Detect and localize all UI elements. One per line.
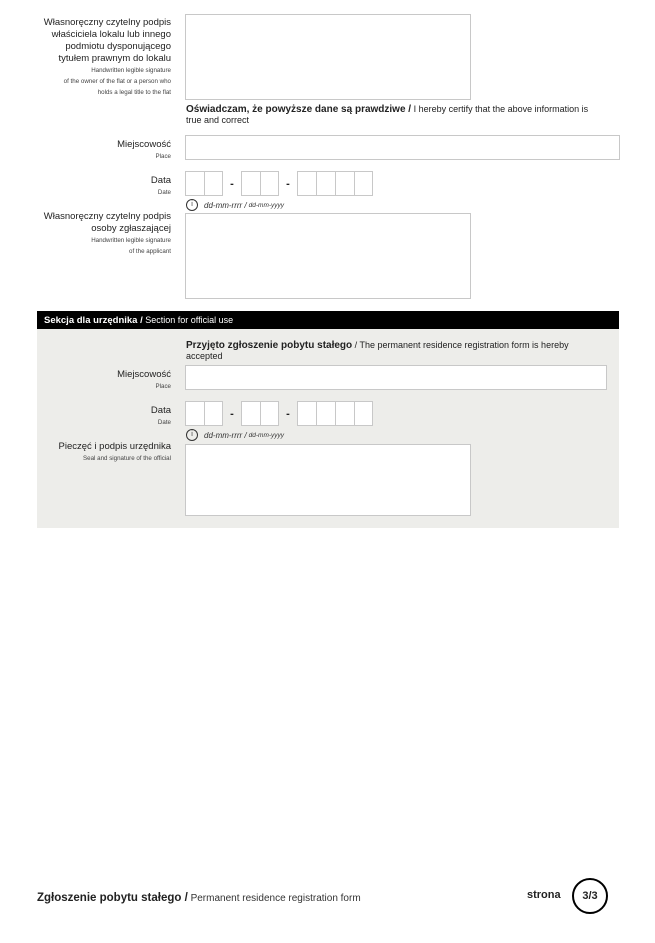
official-date-input <box>185 401 373 426</box>
official-date-year <box>297 401 373 426</box>
certify-bold: Oświadczam, że powyższe dane są prawdziwe / <box>186 104 412 115</box>
digit-cell[interactable] <box>185 401 204 426</box>
digit-cell[interactable] <box>316 401 335 426</box>
applicant-date-en: Date <box>157 189 171 196</box>
info-icon: i <box>186 429 198 441</box>
digit-cell[interactable] <box>335 171 354 196</box>
applicant-date-month <box>241 171 279 196</box>
applicant-date-year <box>297 171 373 196</box>
digit-cell[interactable] <box>354 171 373 196</box>
date-hint-pl: dd-mm-rrrr / <box>204 430 247 440</box>
digit-cell[interactable] <box>260 171 279 196</box>
footer-title-en: Permanent residence registration form <box>187 893 361 904</box>
digit-cell[interactable] <box>204 401 223 426</box>
applicant-place-en: Place <box>155 153 171 160</box>
digit-cell[interactable] <box>241 401 260 426</box>
date-separator: - <box>230 177 234 190</box>
digit-cell[interactable] <box>260 401 279 426</box>
applicant-date-label <box>151 175 171 198</box>
digit-cell[interactable] <box>185 171 204 196</box>
footer-title-pl: Zgłoszenie pobytu stałego / <box>37 892 188 904</box>
official-section-header <box>37 311 619 329</box>
official-date-en: Date <box>157 419 171 426</box>
accepted-en: / The permanent residence registration form is hereby accepted <box>186 340 569 361</box>
date-hint-en: dd-mm-yyyy <box>248 201 285 209</box>
digit-cell[interactable] <box>297 171 316 196</box>
official-date-pl: Data <box>150 405 171 416</box>
owner-signature-field[interactable] <box>185 14 471 100</box>
official-title-en: Section for official use <box>142 315 234 325</box>
applicant-place-input[interactable] <box>185 135 620 160</box>
official-date-month <box>241 401 279 426</box>
owner-signature-label-en-3: holds a legal title to the flat <box>97 89 171 96</box>
owner-signature-label-en-2: of the owner of the flat or a person who <box>63 78 171 85</box>
official-date-label <box>151 405 171 428</box>
applicant-date-pl: Data <box>150 175 171 186</box>
owner-signature-label-pl-3: podmiotu dysponującego <box>65 41 171 52</box>
applicant-signature-pl-2: osoby zgłaszającej <box>91 223 171 234</box>
official-date-hint <box>186 429 284 441</box>
digit-cell[interactable] <box>335 401 354 426</box>
digit-cell[interactable] <box>297 401 316 426</box>
date-separator: - <box>286 407 290 420</box>
applicant-date-input <box>185 171 373 196</box>
official-date-day <box>185 401 223 426</box>
official-place-en: Place <box>155 383 171 390</box>
applicant-signature-label <box>44 211 171 257</box>
owner-signature-label-pl-2: właściciela lokalu lub innego <box>51 29 171 40</box>
certify-en: I hereby certify that the above information is true and correct <box>186 104 589 125</box>
owner-signature-label-en-1: Handwritten legible signature <box>91 67 171 74</box>
footer-title <box>37 892 361 904</box>
date-separator: - <box>230 407 234 420</box>
owner-signature-label <box>44 17 171 98</box>
official-place-pl: Miejscowość <box>117 369 171 380</box>
applicant-signature-en-1: Handwritten legible signature <box>91 237 171 244</box>
applicant-date-hint <box>186 199 284 211</box>
official-place-input[interactable] <box>185 365 607 390</box>
applicant-signature-field[interactable] <box>185 213 471 299</box>
date-hint-pl: dd-mm-rrrr / <box>204 200 247 210</box>
date-separator: - <box>286 177 290 190</box>
official-seal-en: Seal and signature of the official <box>83 455 171 462</box>
certify-statement <box>186 104 606 126</box>
official-seal-pl: Pieczęć i podpis urzędnika <box>58 441 171 452</box>
official-title-pl: Sekcja dla urzędnika / <box>44 315 143 326</box>
accepted-bold: Przyjęto zgłoszenie pobytu stałego <box>186 340 353 351</box>
accepted-statement <box>186 340 606 362</box>
applicant-signature-pl-1: Własnoręczny czytelny podpis <box>43 211 171 222</box>
official-seal-label <box>59 441 171 464</box>
official-place-label <box>117 369 171 392</box>
applicant-date-day <box>185 171 223 196</box>
page-label: strona <box>527 889 561 901</box>
applicant-place-label <box>117 139 171 162</box>
applicant-place-pl: Miejscowość <box>117 139 171 150</box>
info-icon: i <box>186 199 198 211</box>
page-number-badge: 3/3 <box>572 878 608 914</box>
applicant-signature-en-2: of the applicant <box>129 248 171 255</box>
digit-cell[interactable] <box>204 171 223 196</box>
digit-cell[interactable] <box>241 171 260 196</box>
date-hint-en: dd-mm-yyyy <box>248 431 285 439</box>
digit-cell[interactable] <box>354 401 373 426</box>
digit-cell[interactable] <box>316 171 335 196</box>
owner-signature-label-pl-4: tytułem prawnym do lokalu <box>58 53 171 64</box>
owner-signature-label-pl-1: Własnoręczny czytelny podpis <box>43 17 171 28</box>
official-seal-field[interactable] <box>185 444 471 516</box>
